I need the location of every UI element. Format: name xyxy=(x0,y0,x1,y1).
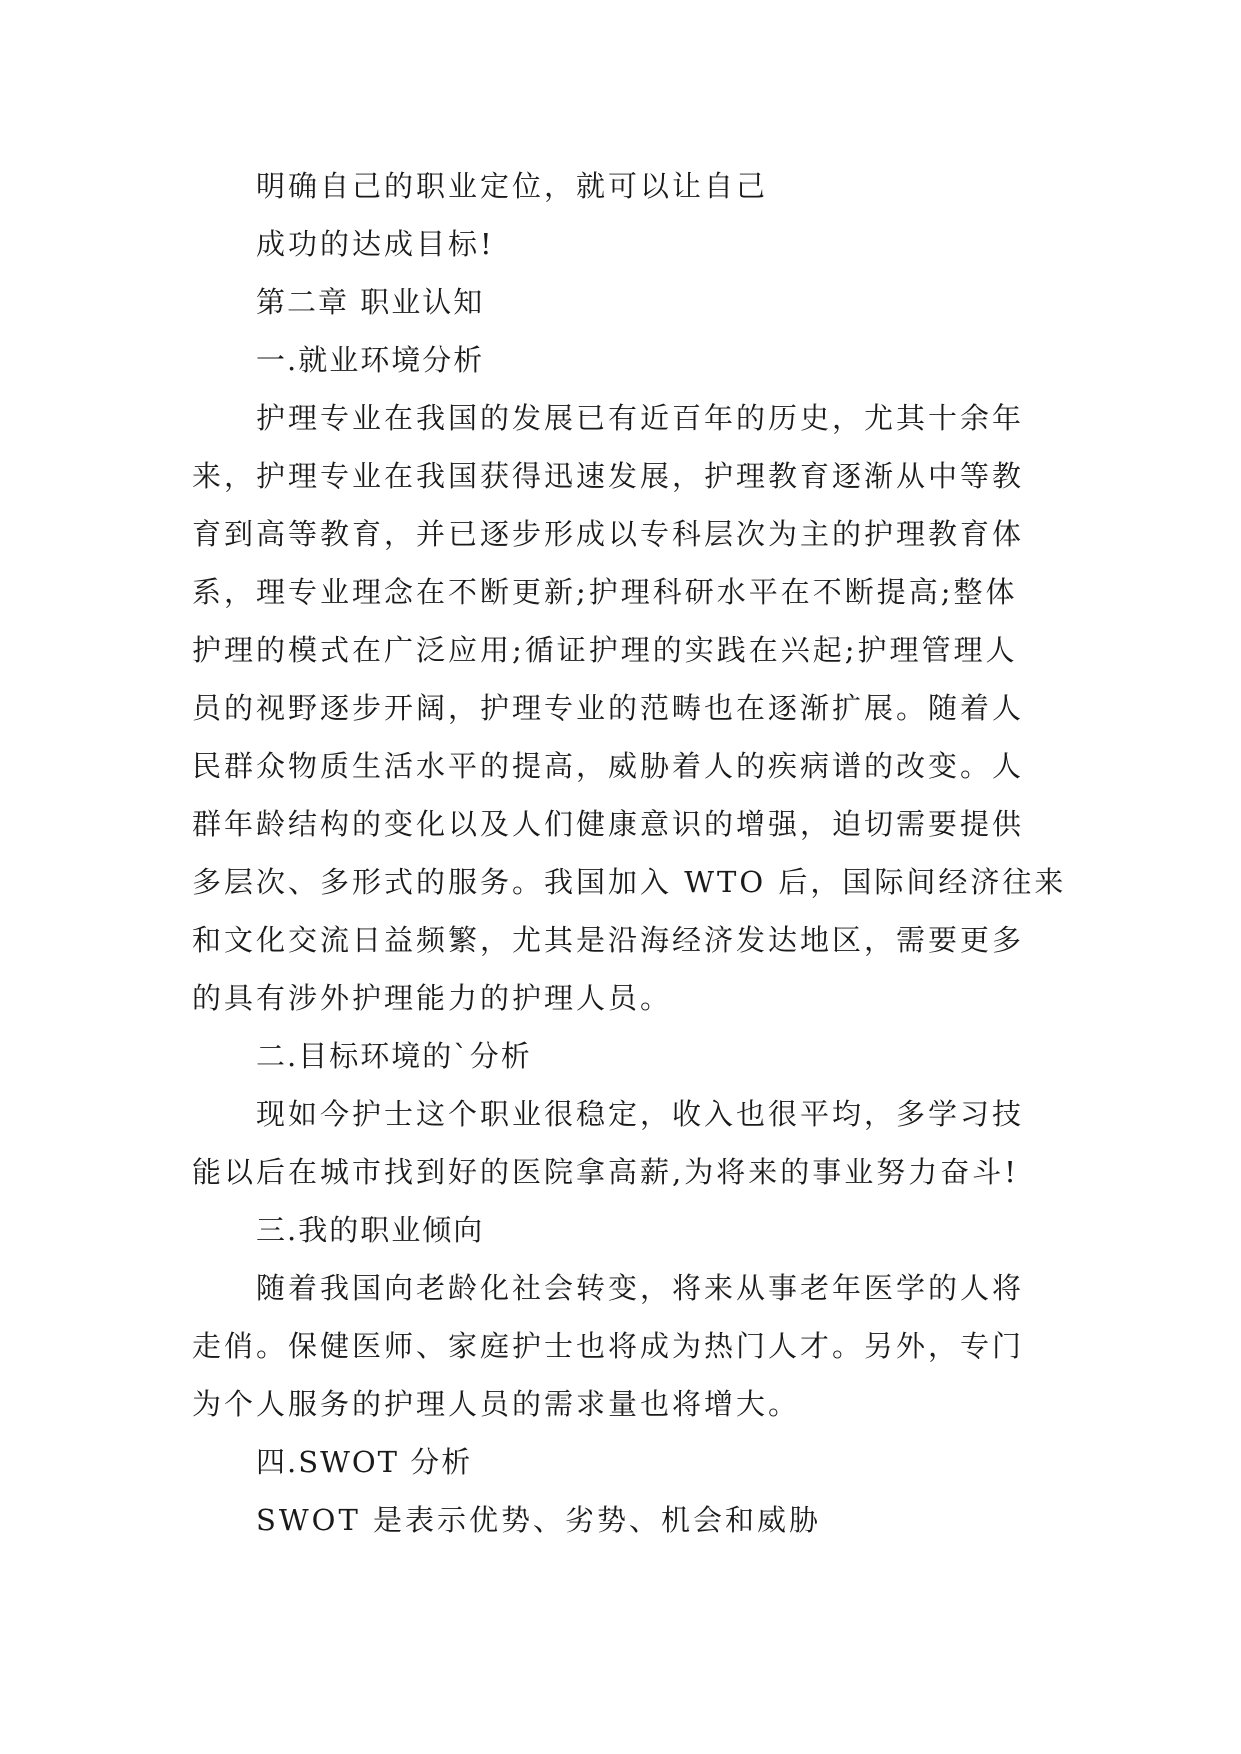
paragraph-line: 随着我国向老龄化社会转变，将来从事老年医学的人将 xyxy=(256,1271,1025,1305)
paragraph-line: 走俏。保健医师、家庭护士也将成为热门人才。另外，专门 xyxy=(192,1329,1025,1363)
paragraph-line: 来，护理专业在我国获得迅速发展，护理教育逐渐从中等教 xyxy=(192,459,1025,493)
paragraph-line: 多层次、多形式的服务。我国加入 WTO 后，国际间经济往来 xyxy=(192,865,1067,899)
chapter-heading: 第二章 职业认知 xyxy=(256,285,485,319)
paragraph-line: 育到高等教育，并已逐步形成以专科层次为主的护理教育体 xyxy=(192,517,1025,551)
paragraph-line: 现如今护士这个职业很稳定，收入也很平均，多学习技 xyxy=(256,1097,1025,1131)
section-heading: 一.就业环境分析 xyxy=(256,343,485,377)
paragraph-line: 护理的模式在广泛应用;循证护理的实践在兴起;护理管理人 xyxy=(192,633,1018,667)
paragraph-line: 能以后在城市找到好的医院拿高薪,为将来的事业努力奋斗! xyxy=(192,1155,1019,1189)
paragraph-line: SWOT 是表示优势、劣势、机会和威胁 xyxy=(256,1503,822,1537)
section-heading: 四.SWOT 分析 xyxy=(256,1445,473,1479)
paragraph-line: 系，理专业理念在不断更新;护理科研水平在不断提高;整体 xyxy=(192,575,1018,609)
text-line: 成功的达成目标! xyxy=(256,227,495,261)
paragraph-line: 为个人服务的护理人员的需求量也将增大。 xyxy=(192,1387,801,1421)
paragraph-line: 群年龄结构的变化以及人们健康意识的增强，迫切需要提供 xyxy=(192,807,1025,841)
paragraph-line: 和文化交流日益频繁，尤其是沿海经济发达地区，需要更多 xyxy=(192,923,1025,957)
paragraph-line: 员的视野逐步开阔，护理专业的范畴也在逐渐扩展。随着人 xyxy=(192,691,1025,725)
paragraph-line: 民群众物质生活水平的提高，威胁着人的疾病谱的改变。人 xyxy=(192,749,1025,783)
text-line: 明确自己的职业定位，就可以让自己 xyxy=(256,169,769,203)
paragraph-line: 的具有涉外护理能力的护理人员。 xyxy=(192,981,673,1015)
paragraph-line: 护理专业在我国的发展已有近百年的历史，尤其十余年 xyxy=(256,401,1025,435)
section-heading: 二.目标环境的`分析 xyxy=(256,1039,532,1073)
section-heading: 三.我的职业倾向 xyxy=(256,1213,485,1247)
